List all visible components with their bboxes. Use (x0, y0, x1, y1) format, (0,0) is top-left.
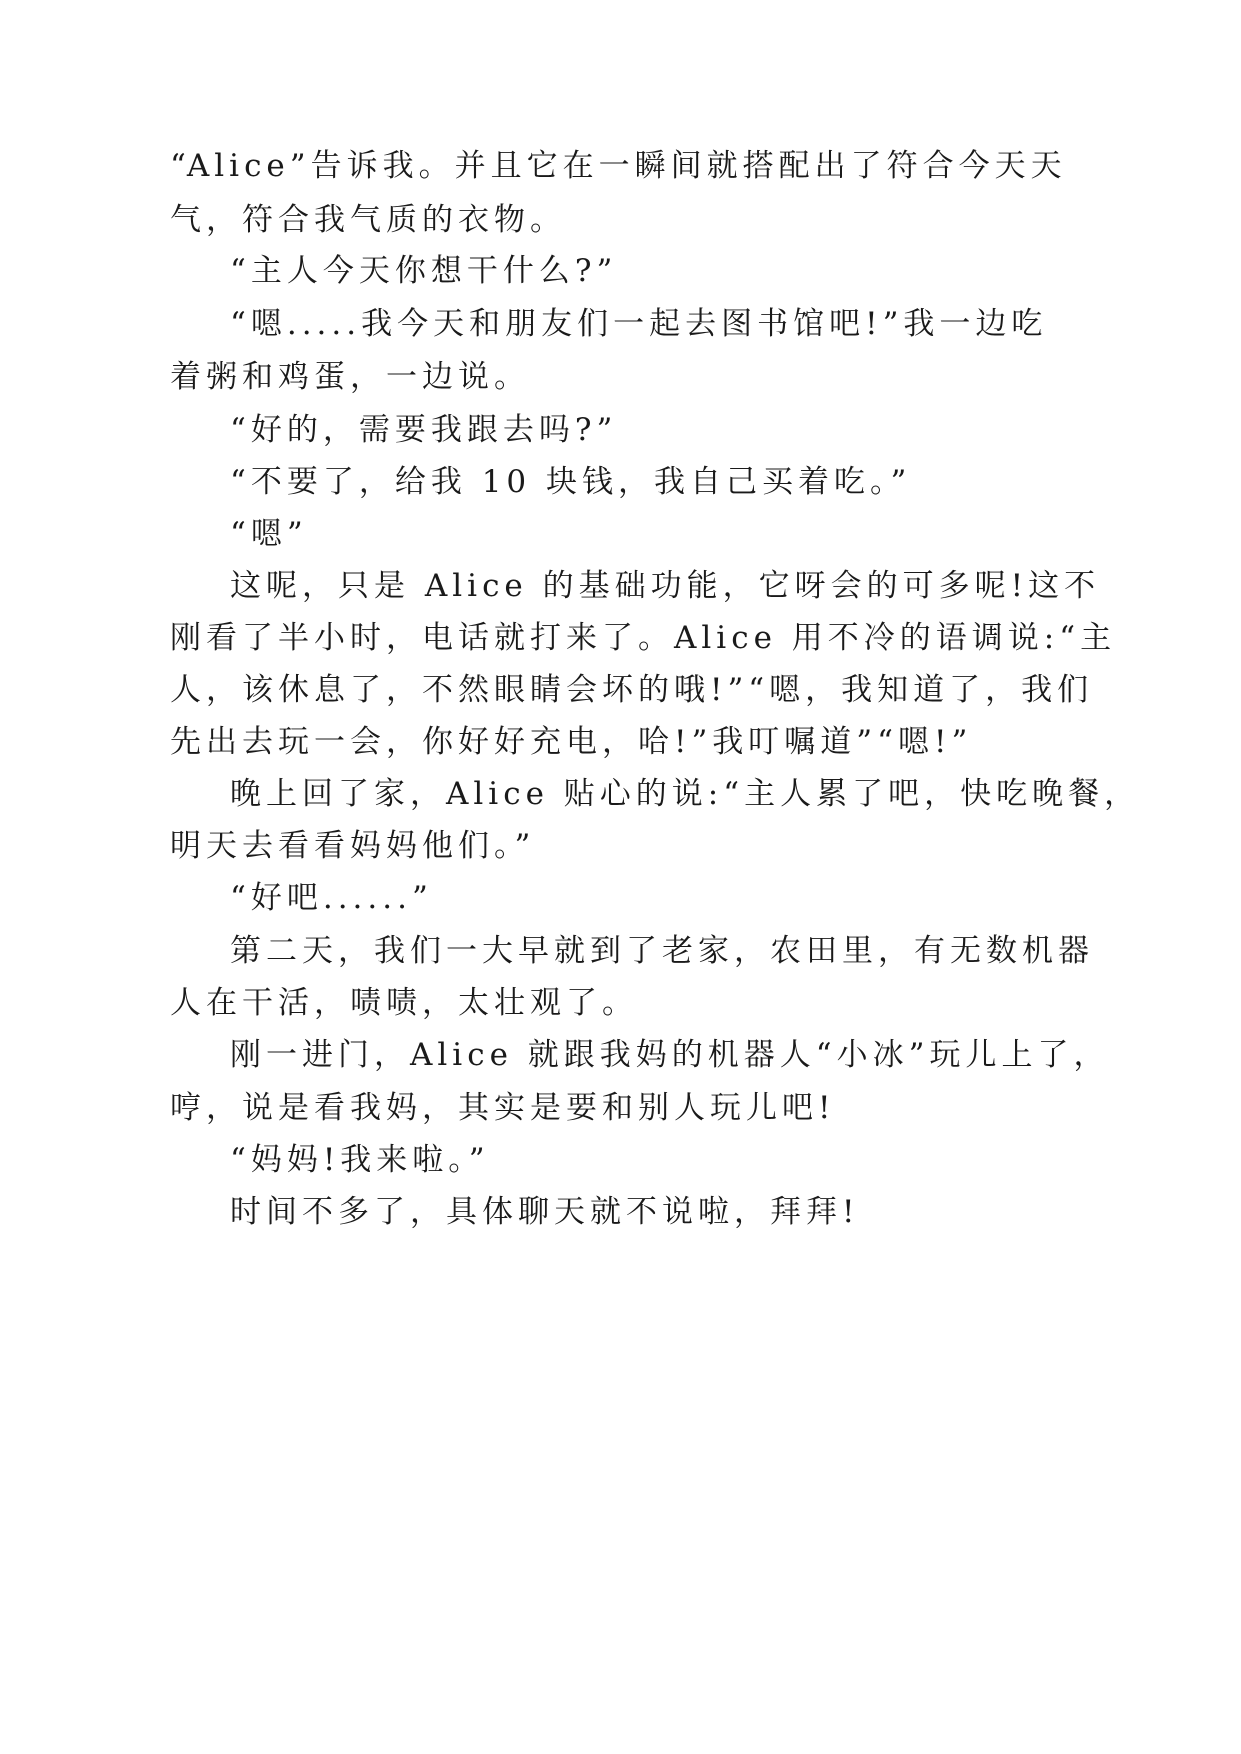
text-line: 这呢，只是 Alice 的基础功能，它呀会的可多呢!这不 (230, 568, 1101, 604)
text-line: “不要了，给我 10 块钱，我自己买着吃。” (230, 464, 912, 500)
text-line: “嗯” (230, 516, 308, 552)
text-line: 刚一进门，Alice 就跟我妈的机器人“小冰”玩儿上了， (230, 1037, 1110, 1073)
text-line: “好吧......” (230, 880, 433, 916)
text-line: 刚看了半小时，电话就打来了。Alice 用不冷的语调说:“主 (170, 620, 1117, 656)
text-line: 人，该休息了，不然眼睛会坏的哦!”“嗯，我知道了，我们 (170, 672, 1094, 708)
text-line: “妈妈!我来啦。” (230, 1142, 490, 1178)
text-line: “嗯.....我今天和朋友们一起去图书馆吧!”我一边吃 (230, 306, 1048, 342)
text-line: 第二天，我们一大早就到了老家，农田里，有无数机器 (230, 933, 1094, 969)
text-line: “好的，需要我跟去吗?” (230, 412, 618, 448)
text-line: 气，符合我气质的衣物。 (170, 202, 566, 238)
text-line: 着粥和鸡蛋，一边说。 (170, 359, 530, 395)
text-line: “Alice”告诉我。并且它在一瞬间就搭配出了符合今天天 (170, 148, 1067, 184)
text-line: 先出去玩一会，你好好充电，哈!”我叮嘱道”“嗯!” (170, 724, 973, 760)
text-line: 时间不多了，具体聊天就不说啦，拜拜! (230, 1194, 860, 1230)
text-line: 人在干活，啧啧，太壮观了。 (170, 985, 638, 1021)
text-line: “主人今天你想干什么?” (230, 253, 618, 289)
text-line: 哼，说是看我妈，其实是要和别人玩儿吧! (170, 1090, 836, 1126)
text-line: 明天去看看妈妈他们。” (170, 828, 536, 864)
text-line: 晚上回了家，Alice 贴心的说:“主人累了吧，快吃晚餐， (230, 776, 1141, 812)
